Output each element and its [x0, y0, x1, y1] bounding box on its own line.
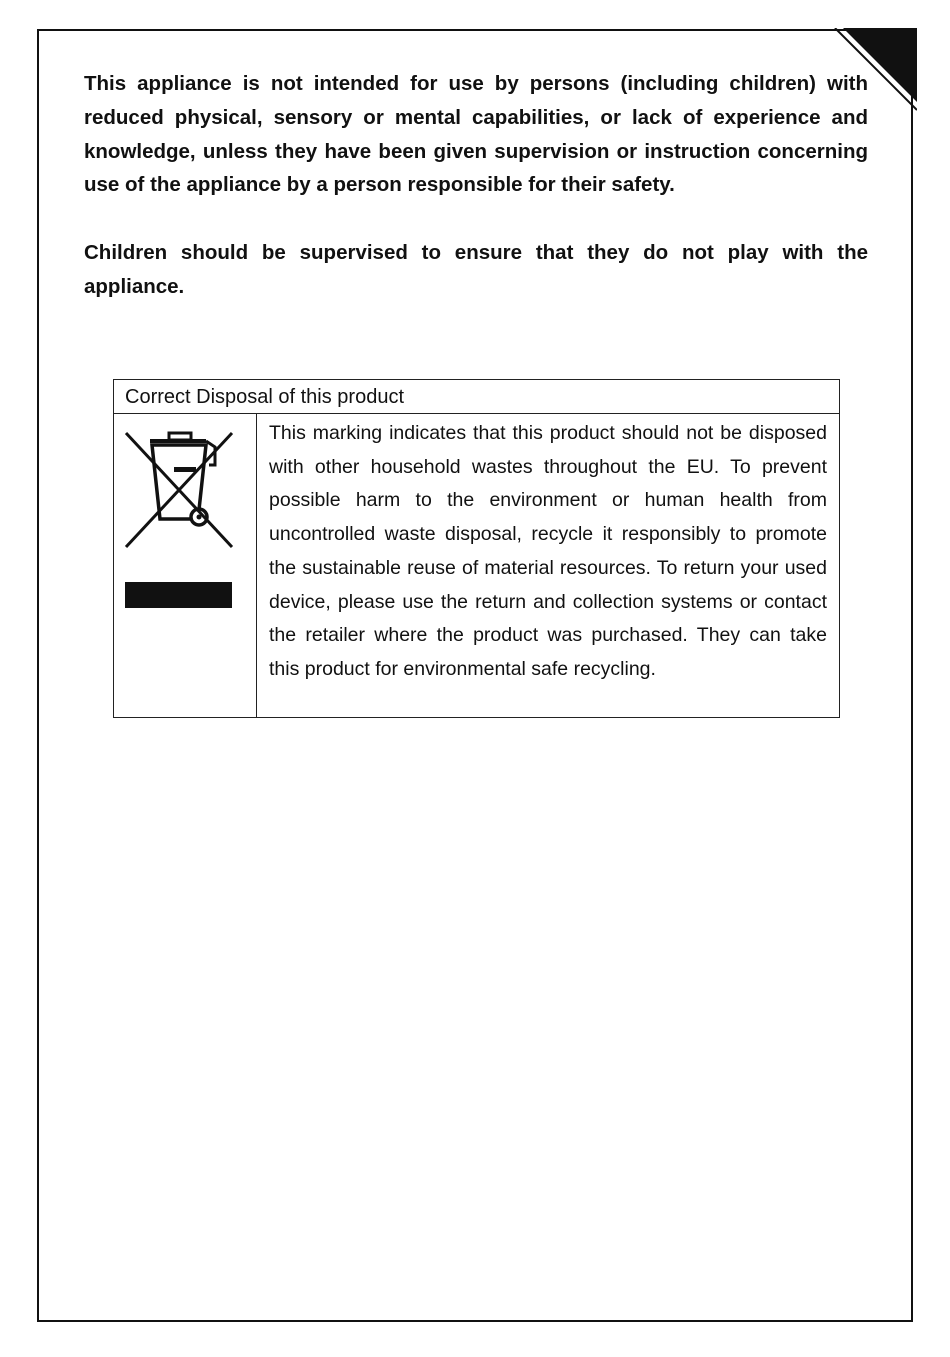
disposal-icon-cell: [114, 414, 257, 717]
disposal-info-table: [113, 379, 840, 718]
disposal-table-header: Correct Disposal of this product: [114, 380, 839, 414]
crossed-out-wheelie-bin-icon: [124, 431, 234, 551]
weee-black-bar: [125, 582, 232, 608]
disposal-description: This marking indicates that this product should not be disposed with other household wastes throughout the EU. To prevent possible harm to the environment or human health from uncontrolled waste disposal, recycle it responsibly to promote the sustainable reuse of material resources. To return your used device, please use the return and collection systems or contact the retailer where the product was purchased. They can take this product for environmental safe recycling.: [269, 422, 827, 680]
warning-paragraph-supervision: This appliance is not intended for use by persons (including children) with reduced physical, sensory or mental capabilities, or lack of experience and knowledge, unless they have been given supervision or instruction concerning use of the appliance by a person responsible for their safety.: [84, 72, 868, 197]
warning-paragraph-children: Children should be supervised to ensure that they do not play with the appliance.: [84, 240, 868, 298]
safety-warning: [84, 67, 868, 304]
